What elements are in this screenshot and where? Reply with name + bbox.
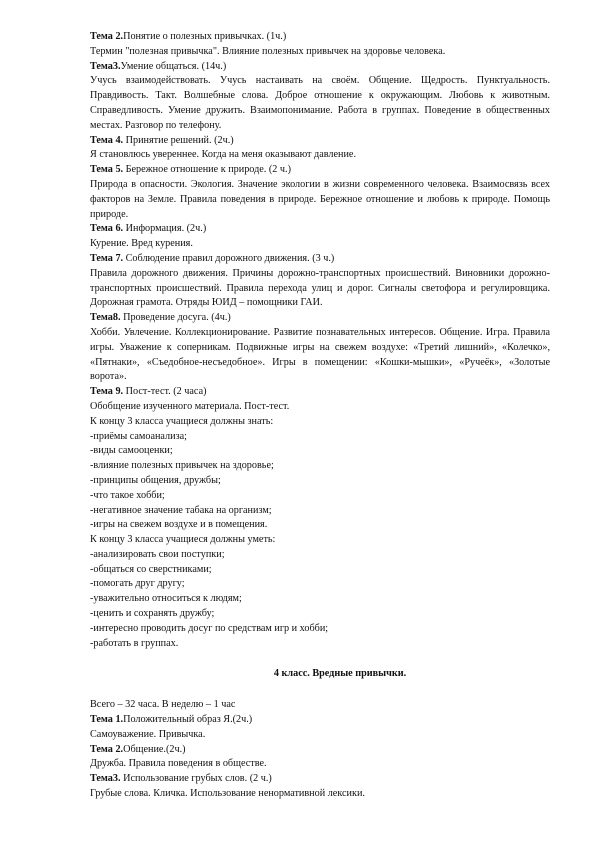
topic-2-line [90,743,550,758]
topic-number: Тема8. [90,312,121,324]
list-item: -приёмы самоанализа; [90,430,187,442]
paragraph: Учусь взаимодействовать. Учусь настаивать на своём. Общение. Щедрость. Пунктуальность. Правдивость. Такт. Волшебные слова. Доброе отношение к окружающим. Любовь к животным. Справедливость. Умение дружить. Взаимопонимание. Работа в группах. Поведение в общественных местах. Разговор по телефону. [90,75,550,131]
list-item: -что такое хобби; [90,489,165,501]
topic-6-line [90,222,550,237]
topic-number: Тема 5. [90,164,124,176]
topic-title: Умение общаться. (14ч.) [120,60,227,72]
topic-title: Общение.(2ч.) [123,743,186,755]
list-item: -негативное значение табака на организм; [90,504,272,516]
topic-title: Положительный образ Я.(2ч.) [123,714,253,726]
list-item: -игры на свежем воздухе и в помещения. [90,519,268,531]
list-item: -анализировать свои поступки; [90,548,225,560]
topic-8-line [90,311,550,326]
topic-3-line [90,60,550,75]
topic-3-line [90,772,550,787]
topic-number: Тема 2. [90,743,124,755]
topic-title: Пост-тест. (2 часа) [123,386,207,398]
topic-number: Тема 6. [90,223,124,235]
spacer [90,651,550,667]
topic-number: Тема 9. [90,386,124,398]
topic-title: Проведение досуга. (4ч.) [120,312,231,324]
text-line: Обобщение изученного материала. Пост-тест. [90,400,290,412]
list-item: -влияние полезных привычек на здоровье; [90,460,274,472]
text-line: К концу 3 класса учащиеся должны уметь: [90,534,276,546]
topic-title: Использование грубых слов. (2 ч.) [120,773,272,785]
topic-title: Соблюдение правил дорожного движения. (3 ч.) [123,252,335,264]
topic-4-line [90,134,550,149]
list-item: -принципы общения, дружбы; [90,474,221,486]
spacer [90,682,550,698]
document-page [90,30,550,802]
topic-number: Тема 7. [90,252,124,264]
paragraph: Я становлюсь увереннее. Когда на меня оказывают давление. [90,149,357,161]
topic-number: Тема 4. [90,134,124,146]
paragraph: Термин "полезная привычка". Влияние полезных привычек на здоровье человека. [90,45,446,57]
list-item: -помогать друг другу; [90,578,185,590]
topic-title: Принятие решений. (2ч.) [123,134,234,146]
text-line: Дружба. Правила поведения в обществе. [90,758,267,770]
paragraph: Хобби. Увлечение. Коллекционирование. Развитие познавательных интересов. Общение. Игра. Правила игры. Уважение к соперникам. Подвижные игры на свежем воздухе: «Третий лишний», «Колечко», «Пятнаки», «Съедобное-несъедобное». Игры в помещении: «Кошки-мышки», «Ручеёк», «Золотые ворота». [90,326,550,383]
topic-title: Бережное отношение к природе. (2 ч.) [123,164,291,176]
paragraph: Природа в опасности. Экология. Значение экологии в жизни современного человека. Взаимосвязь всех факторов на Земле. Правила поведения в природе. Бережное отношение и любовь к природе. Помощь природе. [90,178,550,220]
topic-title: Информация. (2ч.) [123,223,207,235]
text-line: Всего – 32 часа. В неделю – 1 час [90,699,236,711]
topic-title: Понятие о полезных привычках. (1ч.) [123,31,287,42]
topic-1-line [90,713,550,728]
topic-number: Тема 1. [90,714,124,726]
list-item: -виды самооценки; [90,445,173,457]
paragraph: Правила дорожного движения. Причины дорожно-транспортных происшествий. Виновники дорожно-транспортных происшествий. Правила перехода улиц и дорог. Сигналы светофора и регулировщика. Дорожная грамота. Отряды ЮИД – помощники ГАИ. [90,267,550,309]
topic-7-line [90,252,550,267]
list-item: -интересно проводить досуг по средствам игр и хобби; [90,622,329,634]
list-item: -работать в группах. [90,637,179,649]
topic-number: Тема3. [90,773,121,785]
list-item: -общаться со сверстниками; [90,563,212,575]
text-line: К концу 3 класса учащиеся должны знать: [90,415,274,427]
text-line: Самоуважение. Привычка. [90,728,206,740]
text-line: Грубые слова. Кличка. Использование ненормативной лексики. [90,788,365,800]
list-item: -ценить и сохранять дружбу; [90,608,215,620]
list-item: -уважительно относиться к людям; [90,593,242,605]
topic-9-line [90,385,550,400]
topic-5-line [90,163,550,178]
paragraph: Курение. Вред курения. [90,238,193,250]
topic-number: Тема3. [90,60,121,72]
topic-number: Тема 2. [90,31,124,42]
section-heading: 4 класс. Вредные привычки. [273,668,407,680]
topic-2-line [90,30,550,45]
